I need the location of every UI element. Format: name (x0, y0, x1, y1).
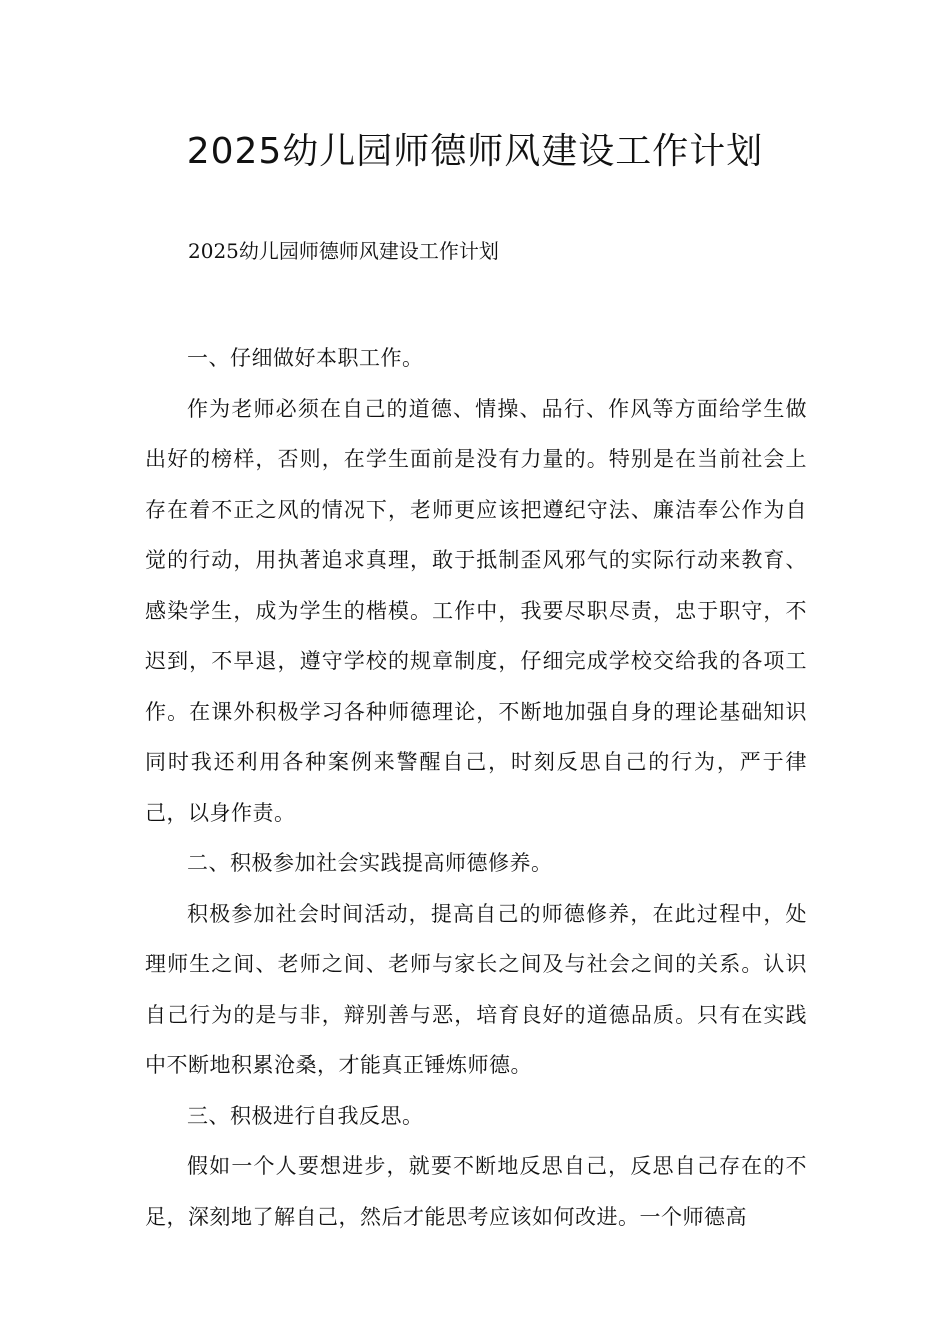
section-heading-1: 一、仔细做好本职工作。 (187, 346, 424, 370)
section-heading-2: 二、积极参加社会实践提高师德修养。 (187, 851, 553, 875)
document-title: 2025幼儿园师德师风建设工作计划 (186, 131, 764, 172)
body-paragraph-1: 作为老师必须在自己的道德、情操、品行、作风等方面给学生做出好的榜样，否则，在学生面前是没有力量的。特别是在当前社会上存在着不正之风的情况下，老师更应该把遵纪守法、廉洁奉公作为自觉的行动，用执著追求真理，敢于抵制歪风邪气的实际行动来教育、感染学生，成为学生的楷模。工作中，我要尽职尽责，忠于职守，不迟到，不早退，遵守学校的规章制度，仔细完成学校交给我的各项工作。在课外积极学习各种师德理论，不断地加强自身的理论基础知识同时我还利用各种案例来警醒自己，时刻反思自己的行为，严于律己，以身作责。 (145, 396, 807, 825)
document-subtitle: 2025幼儿园师德师风建设工作计划 (188, 239, 499, 263)
document-body (145, 333, 807, 1242)
body-paragraph-2: 积极参加社会时间活动，提高自己的师德修养，在此过程中，处理师生之间、老师之间、老师与家长之间及与社会之间的关系。认识自己行为的是与非，辩别善与恶，培育良好的道德品质。只有在实践中不断地积累沧桑，才能真正锤炼师德。 (145, 901, 807, 1077)
section-heading-3: 三、积极进行自我反思。 (187, 1103, 424, 1128)
body-paragraph-3: 假如一个人要想进步，就要不断地反思自己，反思自己存在的不足，深刻地了解自己，然后才能思考应该如何改进。一个师德高 (145, 1154, 807, 1229)
